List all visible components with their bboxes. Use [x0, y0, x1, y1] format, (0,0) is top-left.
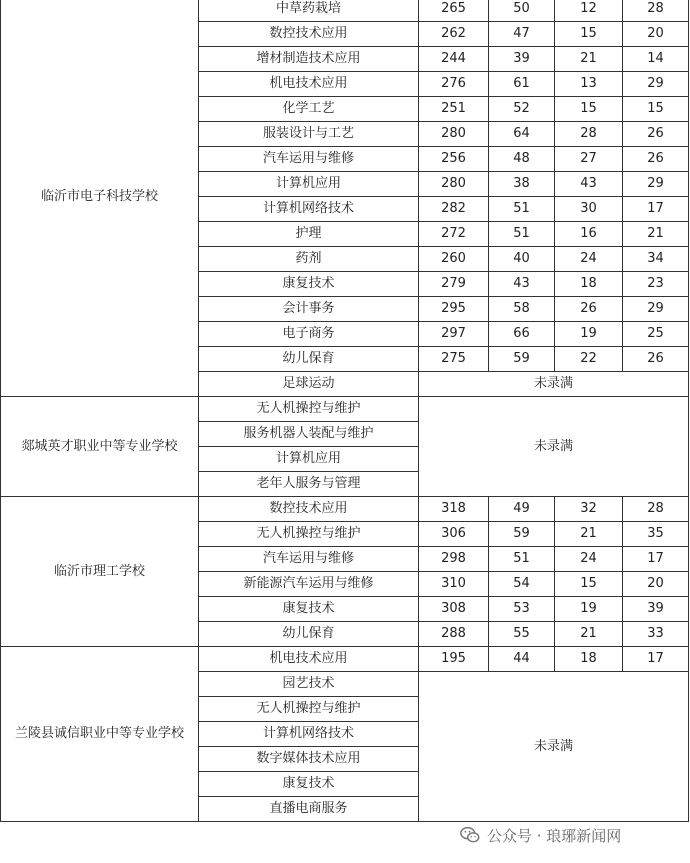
- score-cell: 276: [419, 72, 489, 97]
- major-cell: 电子商务: [199, 322, 419, 347]
- table-row: [1, 0, 689, 22]
- score-cell: 17: [623, 197, 689, 222]
- score-cell: 298: [419, 547, 489, 572]
- score-cell: 39: [623, 597, 689, 622]
- score-cell: 28: [623, 497, 689, 522]
- table-row: [1, 397, 689, 422]
- major-cell: 园艺技术: [199, 672, 419, 697]
- score-cell: 32: [555, 497, 623, 522]
- score-cell: 306: [419, 522, 489, 547]
- score-cell: 25: [623, 322, 689, 347]
- score-cell: 20: [623, 572, 689, 597]
- major-cell: 数控技术应用: [199, 497, 419, 522]
- major-cell: 幼儿保育: [199, 622, 419, 647]
- major-cell: 无人机操控与维护: [199, 697, 419, 722]
- score-cell: 195: [419, 647, 489, 672]
- score-cell: 19: [555, 597, 623, 622]
- score-cell: 24: [555, 247, 623, 272]
- score-cell: 21: [623, 222, 689, 247]
- score-cell: 288: [419, 622, 489, 647]
- watermark: [455, 822, 625, 848]
- score-cell: 24: [555, 547, 623, 572]
- score-cell: 26: [555, 297, 623, 322]
- score-cell: 256: [419, 147, 489, 172]
- major-cell: 化学工艺: [199, 97, 419, 122]
- score-cell: 40: [489, 247, 555, 272]
- major-cell: 计算机应用: [199, 172, 419, 197]
- status-cell: 未录满: [419, 672, 689, 822]
- score-cell: 64: [489, 122, 555, 147]
- score-cell: 38: [489, 172, 555, 197]
- score-cell: 21: [555, 522, 623, 547]
- score-cell: 52: [489, 97, 555, 122]
- score-cell: 15: [555, 22, 623, 47]
- major-cell: 计算机网络技术: [199, 197, 419, 222]
- major-cell: 老年人服务与管理: [199, 472, 419, 497]
- score-cell: 297: [419, 322, 489, 347]
- score-cell: 244: [419, 47, 489, 72]
- score-cell: 23: [623, 272, 689, 297]
- score-cell: 55: [489, 622, 555, 647]
- score-cell: 12: [555, 0, 623, 22]
- table-body: [1, 0, 689, 822]
- score-cell: 47: [489, 22, 555, 47]
- score-cell: 59: [489, 347, 555, 372]
- major-cell: 足球运动: [199, 372, 419, 397]
- score-cell: 275: [419, 347, 489, 372]
- score-cell: 33: [623, 622, 689, 647]
- score-cell: 15: [555, 572, 623, 597]
- score-cell: 27: [555, 147, 623, 172]
- score-cell: 282: [419, 197, 489, 222]
- table-row: [1, 497, 689, 522]
- major-cell: 计算机网络技术: [199, 722, 419, 747]
- score-cell: 26: [623, 347, 689, 372]
- score-cell: 262: [419, 22, 489, 47]
- score-cell: 50: [489, 0, 555, 22]
- score-cell: 15: [555, 97, 623, 122]
- major-cell: 护理: [199, 222, 419, 247]
- score-cell: 19: [555, 322, 623, 347]
- major-cell: 机电技术应用: [199, 72, 419, 97]
- major-cell: 计算机应用: [199, 447, 419, 472]
- watermark-text: 公众号 · 琅琊新闻网: [487, 826, 622, 845]
- score-cell: 18: [555, 272, 623, 297]
- score-cell: 15: [623, 97, 689, 122]
- score-cell: 43: [489, 272, 555, 297]
- school-name-cell: 临沂市电子科技学校: [1, 0, 199, 397]
- score-cell: 51: [489, 222, 555, 247]
- score-cell: 26: [623, 122, 689, 147]
- score-cell: 28: [623, 0, 689, 22]
- score-cell: 53: [489, 597, 555, 622]
- major-cell: 直播电商服务: [199, 797, 419, 822]
- score-cell: 51: [489, 197, 555, 222]
- score-cell: 59: [489, 522, 555, 547]
- major-cell: 康复技术: [199, 597, 419, 622]
- score-cell: 43: [555, 172, 623, 197]
- score-cell: 272: [419, 222, 489, 247]
- score-cell: 29: [623, 72, 689, 97]
- score-cell: 280: [419, 122, 489, 147]
- major-cell: 新能源汽车运用与维修: [199, 572, 419, 597]
- major-cell: 康复技术: [199, 772, 419, 797]
- score-cell: 20: [623, 22, 689, 47]
- school-name-cell: 兰陵县诚信职业中等专业学校: [1, 647, 199, 822]
- score-cell: 21: [555, 622, 623, 647]
- score-cell: 318: [419, 497, 489, 522]
- major-cell: 机电技术应用: [199, 647, 419, 672]
- score-cell: 16: [555, 222, 623, 247]
- score-cell: 28: [555, 122, 623, 147]
- wechat-icon: [459, 824, 481, 846]
- score-cell: 39: [489, 47, 555, 72]
- score-cell: 58: [489, 297, 555, 322]
- score-cell: 48: [489, 147, 555, 172]
- major-cell: 数控技术应用: [199, 22, 419, 47]
- score-cell: 265: [419, 0, 489, 22]
- major-cell: 无人机操控与维护: [199, 397, 419, 422]
- score-cell: 35: [623, 522, 689, 547]
- score-cell: 44: [489, 647, 555, 672]
- score-cell: 280: [419, 172, 489, 197]
- score-cell: 310: [419, 572, 489, 597]
- score-cell: 251: [419, 97, 489, 122]
- major-cell: 会计事务: [199, 297, 419, 322]
- major-cell: 服务机器人装配与维护: [199, 422, 419, 447]
- score-cell: 14: [623, 47, 689, 72]
- table-row: [1, 647, 689, 672]
- score-cell: 279: [419, 272, 489, 297]
- major-cell: 服装设计与工艺: [199, 122, 419, 147]
- score-cell: 61: [489, 72, 555, 97]
- major-cell: 药剂: [199, 247, 419, 272]
- major-cell: 增材制造技术应用: [199, 47, 419, 72]
- major-cell: 汽车运用与维修: [199, 147, 419, 172]
- major-cell: 康复技术: [199, 272, 419, 297]
- score-cell: 13: [555, 72, 623, 97]
- status-cell: 未录满: [419, 397, 689, 497]
- major-cell: 幼儿保育: [199, 347, 419, 372]
- score-cell: 29: [623, 172, 689, 197]
- score-cell: 18: [555, 647, 623, 672]
- score-cell: 54: [489, 572, 555, 597]
- major-cell: 无人机操控与维护: [199, 522, 419, 547]
- score-cell: 51: [489, 547, 555, 572]
- score-cell: 22: [555, 347, 623, 372]
- school-name-cell: 临沂市理工学校: [1, 497, 199, 647]
- score-cell: 308: [419, 597, 489, 622]
- score-cell: 34: [623, 247, 689, 272]
- score-cell: 26: [623, 147, 689, 172]
- score-cell: 30: [555, 197, 623, 222]
- major-cell: 中草药栽培: [199, 0, 419, 22]
- major-cell: 数字媒体技术应用: [199, 747, 419, 772]
- score-cell: 66: [489, 322, 555, 347]
- score-cell: 17: [623, 647, 689, 672]
- score-cell: 29: [623, 297, 689, 322]
- school-name-cell: 郯城英才职业中等专业学校: [1, 397, 199, 497]
- score-cell: 49: [489, 497, 555, 522]
- score-cell: 260: [419, 247, 489, 272]
- score-cell: 17: [623, 547, 689, 572]
- score-cell: 21: [555, 47, 623, 72]
- status-cell: 未录满: [419, 372, 689, 397]
- major-cell: 汽车运用与维修: [199, 547, 419, 572]
- score-cell: 295: [419, 297, 489, 322]
